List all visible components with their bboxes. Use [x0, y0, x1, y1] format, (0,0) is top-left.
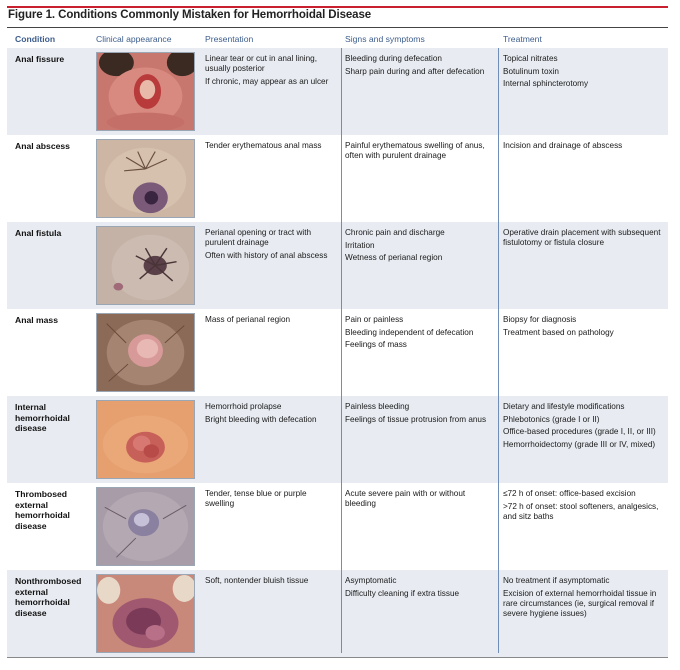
signs-line: Chronic pain and discharge	[345, 228, 445, 237]
clinical-photo-nonthrombosed	[96, 574, 195, 653]
treatment-line: Hemorrhoidectomy (grade III or IV, mixed)	[503, 439, 656, 449]
treatment-cell	[503, 576, 665, 622]
condition-name: Anal fissure	[15, 54, 65, 64]
presentation-line: Often with history of anal abscess	[205, 250, 328, 260]
treatment-cell	[503, 315, 665, 340]
table-row	[7, 396, 668, 483]
table-row	[7, 135, 668, 222]
presentation-line: Tender erythematous anal mass	[205, 141, 322, 150]
condition-name: Nonthrombosed external hemorrhoidal disease	[15, 576, 82, 618]
presentation-line: If chronic, may appear as an ulcer	[205, 76, 329, 86]
condition-name: Internal hemorrhoidal disease	[15, 402, 70, 433]
signs-line: Bleeding independent of defecation	[345, 327, 474, 337]
presentation-line: Tender, tense blue or purple swelling	[205, 489, 307, 509]
treatment-line: Dietary and lifestyle modifications	[503, 402, 625, 411]
treatment-line: Internal sphincterotomy	[503, 79, 589, 89]
signs-line: Painless bleeding	[345, 402, 410, 411]
figure-title: Figure 1. Conditions Commonly Mistaken for Hemorrhoidal Disease	[8, 9, 372, 21]
column-divider	[498, 48, 499, 653]
treatment-line: Phlebotonics (grade I or II)	[503, 414, 600, 424]
clinical-photo-thrombosed	[96, 487, 195, 566]
treatment-line: Topical nitrates	[503, 54, 558, 63]
conditions-table	[7, 29, 668, 657]
condition-name: Anal fistula	[15, 228, 62, 238]
signs-cell	[345, 228, 497, 266]
signs-cell	[345, 576, 497, 601]
treatment-line: ≤72 h of onset: office-based excision	[503, 489, 636, 498]
treatment-cell	[503, 141, 665, 154]
signs-cell	[345, 54, 497, 79]
presentation-cell	[205, 228, 333, 263]
title-divider	[7, 27, 668, 28]
treatment-line: Excision of external hemorrhoidal tissue in rare circumstances (ie, surgical removal if severe hygiene issues)	[503, 588, 657, 618]
treatment-line: Treatment based on pathology	[503, 327, 614, 337]
signs-cell	[345, 489, 497, 512]
table-row	[7, 222, 668, 309]
presentation-line: Soft, nontender bluish tissue	[205, 576, 309, 585]
treatment-cell	[503, 489, 665, 524]
presentation-line: Hemorrhoid prolapse	[205, 402, 282, 411]
presentation-line: Linear tear or cut in anal lining, usually posterior	[205, 54, 317, 74]
presentation-cell	[205, 489, 333, 512]
header-presentation: Presentation	[205, 34, 254, 44]
treatment-line: Botulinum toxin	[503, 66, 559, 76]
treatment-line: Operative drain placement with subsequent fistulotomy or fistula closure	[503, 228, 661, 248]
treatment-line: Biopsy for diagnosis	[503, 315, 577, 324]
presentation-line: Bright bleeding with defecation	[205, 414, 317, 424]
signs-line: Sharp pain during and after defecation	[345, 66, 485, 76]
header-condition: Condition	[15, 34, 56, 44]
presentation-cell	[205, 402, 333, 427]
table-row	[7, 48, 668, 135]
treatment-cell	[503, 54, 665, 92]
top-accent-rule	[7, 6, 668, 8]
header-treatment: Treatment	[503, 34, 542, 44]
signs-line: Difficulty cleaning if extra tissue	[345, 588, 460, 598]
treatment-line: No treatment if asymptomatic	[503, 576, 610, 585]
condition-name: Thrombosed external hemorrhoidal disease	[15, 489, 70, 531]
bottom-rule	[7, 657, 668, 658]
header-clinical-appearance: Clinical appearance	[96, 34, 172, 44]
signs-cell	[345, 402, 497, 427]
treatment-cell	[503, 228, 665, 251]
table-row	[7, 570, 668, 657]
clinical-photo-mass	[96, 313, 195, 392]
presentation-cell	[205, 315, 333, 328]
signs-line: Acute severe pain with or without bleeding	[345, 489, 466, 509]
condition-name: Anal abscess	[15, 141, 70, 151]
treatment-line: Incision and drainage of abscess	[503, 141, 623, 150]
signs-cell	[345, 315, 497, 353]
presentation-line: Perianal opening or tract with purulent drainage	[205, 228, 312, 248]
presentation-cell	[205, 141, 333, 154]
signs-line: Pain or painless	[345, 315, 404, 324]
signs-line: Feelings of mass	[345, 340, 407, 350]
treatment-line: >72 h of onset: stool softeners, analgesics, and sitz baths	[503, 501, 659, 521]
clinical-photo-fistula	[96, 226, 195, 305]
column-divider	[341, 48, 342, 653]
table-header	[7, 29, 668, 48]
signs-line: Asymptomatic	[345, 576, 397, 585]
signs-line: Irritation	[345, 240, 375, 250]
signs-line: Feelings of tissue protrusion from anus	[345, 414, 487, 424]
clinical-photo-abscess	[96, 139, 195, 218]
presentation-cell	[205, 54, 333, 89]
signs-cell	[345, 141, 497, 164]
condition-name: Anal mass	[15, 315, 58, 325]
presentation-line: Mass of perianal region	[205, 315, 291, 324]
clinical-photo-fissure	[96, 52, 195, 131]
table-row	[7, 483, 668, 570]
treatment-cell	[503, 402, 665, 452]
presentation-cell	[205, 576, 333, 589]
signs-line: Wetness of perianal region	[345, 253, 443, 263]
signs-line: Bleeding during defecation	[345, 54, 442, 63]
table-row	[7, 309, 668, 396]
signs-line: Painful erythematous swelling of anus, often with purulent drainage	[345, 141, 485, 161]
clinical-photo-internal-hemorrhoid	[96, 400, 195, 479]
treatment-line: Office-based procedures (grade I, II, or III)	[503, 427, 656, 437]
header-signs: Signs and symptoms	[345, 34, 425, 44]
